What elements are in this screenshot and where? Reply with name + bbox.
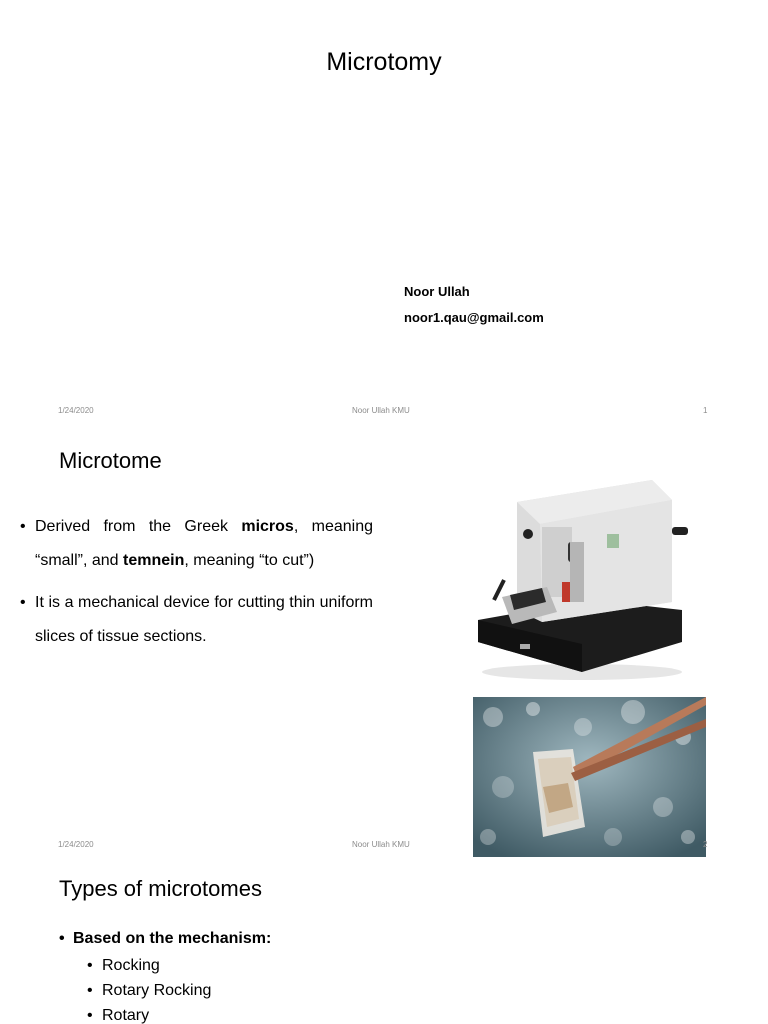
list-item: • Rocking (87, 957, 160, 974)
bullet-item (20, 510, 373, 578)
bullet-text: Derived from the Greek micros, meaning “small”, and temnein, meaning “to cut”) (35, 518, 373, 569)
slide-1 (0, 0, 768, 430)
slide-3 (0, 862, 768, 1024)
slide-title: Microtome (59, 448, 162, 473)
list-item: • Rotary (87, 1007, 150, 1024)
footer-date: 1/24/2020 (58, 840, 94, 849)
bullet-list (20, 510, 373, 662)
tissue-ribbon-image (473, 697, 706, 857)
microtome-device-image (472, 472, 688, 682)
slide-title: Types of microtomes (59, 876, 262, 901)
footer-page-number: 1 (703, 406, 708, 415)
slide-2 (0, 430, 768, 862)
bullet-level1: • Based on the mechanism: (59, 930, 272, 947)
author-email: noor1.qau@gmail.com (404, 310, 544, 325)
author-name: Noor Ullah (404, 284, 470, 299)
sub-bullet-list (87, 957, 211, 1024)
footer-page-number: 2 (703, 840, 708, 849)
bullet-dot: • (59, 930, 65, 947)
bullet-dot: • (20, 594, 26, 611)
list-item: • Rotary Rocking (87, 982, 212, 999)
slide-title: Microtomy (326, 48, 442, 76)
bullet-dot: • (20, 518, 26, 535)
footer-presenter: Noor Ullah KMU (352, 406, 410, 415)
bullet-item (20, 586, 373, 654)
bullet-text: It is a mechanical device for cutting thin uniform slices of tissue sections. (35, 594, 373, 645)
footer-date: 1/24/2020 (58, 406, 94, 415)
footer-presenter: Noor Ullah KMU (352, 840, 410, 849)
